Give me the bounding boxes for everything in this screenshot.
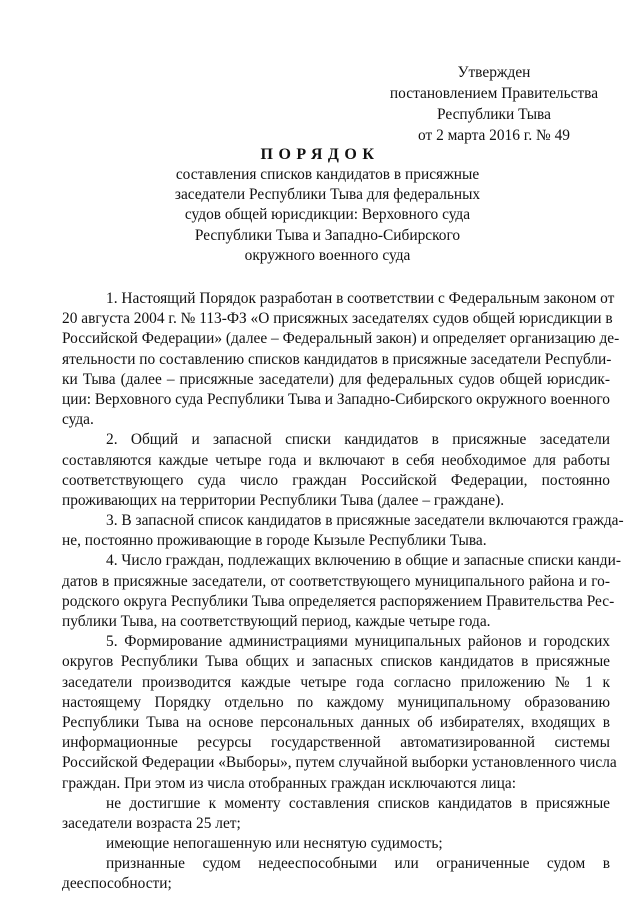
subtitle-line: окружного военного суда [244, 246, 411, 264]
paragraph-line: составляются каждые четыре года и включают в себя необходимое для работы [62, 451, 610, 469]
paragraph-line: 5. Формирование администрациями муниципальных районов и городских [106, 633, 610, 651]
paragraph-line: публики Тыва, на соответствующий период, каждые четыре года. [62, 613, 491, 630]
paragraph [62, 794, 610, 834]
subtitle-line: Республики Тыва и Западно-Сибирского [194, 226, 461, 244]
paragraph-line: граждан. При этом из числа отобранных граждан исключаются лица: [62, 774, 516, 792]
paragraph [62, 632, 617, 794]
paragraph-line: 20 августа 2004 г. № 113-ФЗ «О присяжных заседателях судов общей юрисдикции в [62, 310, 613, 328]
paragraph [62, 551, 621, 632]
paragraph-line: не достигшие к моменту составления списков кандидатов в присяжные [106, 794, 610, 812]
approval-line: постановлением Правительства [389, 85, 599, 102]
subtitle-line: заседатели Республики Тыва для федеральных [174, 186, 481, 204]
document-body [62, 289, 624, 895]
paragraph-line: родского округа Республики Тыва определяется распоряжением Правительства Рес- [62, 592, 615, 610]
paragraph-line: ятельности по составлению списков кандидатов в присяжные заседатели Республи- [62, 350, 612, 368]
approval-block [384, 62, 604, 146]
approval-line: Республики Тыва [437, 106, 551, 123]
paragraph-line: суда. [62, 411, 94, 429]
paragraph-line: 1. Настоящий Порядок разработан в соответствии с Федеральным законом от [106, 290, 615, 307]
approval-line: Утвержден [457, 64, 531, 81]
paragraph-line: 2. Общий и запасной списки кандидатов в присяжные заседатели [106, 431, 610, 449]
paragraph-line: проживающих на территории Республики Тыва (далее – граждане). [62, 491, 505, 509]
subtitle-line: судов общей юрисдикции: Верховного суда [184, 206, 471, 224]
paragraph-line: информационные ресурсы государственной автоматизированной системы [62, 734, 610, 752]
paragraph-line: имеющие непогашенную или неснятую судимость; [106, 835, 443, 853]
document-title: ПОРЯДОК [260, 146, 380, 163]
paragraph-line: дееспособности; [62, 875, 172, 893]
paragraph-line: признанные судом недееспособными или ограниченные судом в [106, 855, 610, 873]
paragraph-line: соответствующего суда число граждан Российской Федерации, постоянно [62, 471, 610, 489]
paragraph-line: 4. Число граждан, подлежащих включению в общие и запасные списки канди- [106, 552, 621, 570]
paragraph-line: ки Тыва (далее – присяжные заседатели) для федеральных судов общей юрисдик- [62, 370, 610, 388]
paragraph [62, 834, 610, 854]
approval-line: от 2 марта 2016 г. № 49 [418, 127, 570, 144]
paragraph-line: заседатели возраста 25 лет; [62, 814, 241, 832]
document-subtitle [150, 165, 505, 266]
paragraph [62, 430, 610, 511]
paragraph-line: ции: Верховного суда Республики Тыва и Западно-Сибирского окружного военного [62, 390, 610, 408]
paragraph-line: датов в присяжные заседатели, от соответствующего муниципального района и го- [62, 572, 610, 590]
paragraph-line: Российской Федерации» (далее – Федеральный закон) и определяет организацию де- [62, 330, 620, 348]
paragraph-line: Российской Федерации «Выборы», путем случайной выборки установленного числа [62, 754, 617, 772]
paragraph [62, 854, 610, 894]
subtitle-line: составления списков кандидатов в присяжные [175, 166, 480, 183]
paragraph-line: округов Республики Тыва общих и запасных списков кандидатов в присяжные [62, 653, 610, 671]
paragraph-line: не, постоянно проживающие в городе Кызыле Республики Тыва. [62, 532, 487, 550]
paragraph [62, 511, 624, 551]
paragraph-line: настоящему Порядку отдельно по каждому муниципальному образованию [62, 693, 610, 711]
paragraph [62, 289, 620, 430]
paragraph-line: заседатели производится каждые четыре года согласно приложению № 1 к [62, 673, 610, 691]
paragraph-line: Республики Тыва на основе персональных данных об избирателях, входящих в [62, 713, 610, 731]
paragraph-line: 3. В запасной список кандидатов в присяжные заседатели включаются гражда- [106, 512, 624, 530]
